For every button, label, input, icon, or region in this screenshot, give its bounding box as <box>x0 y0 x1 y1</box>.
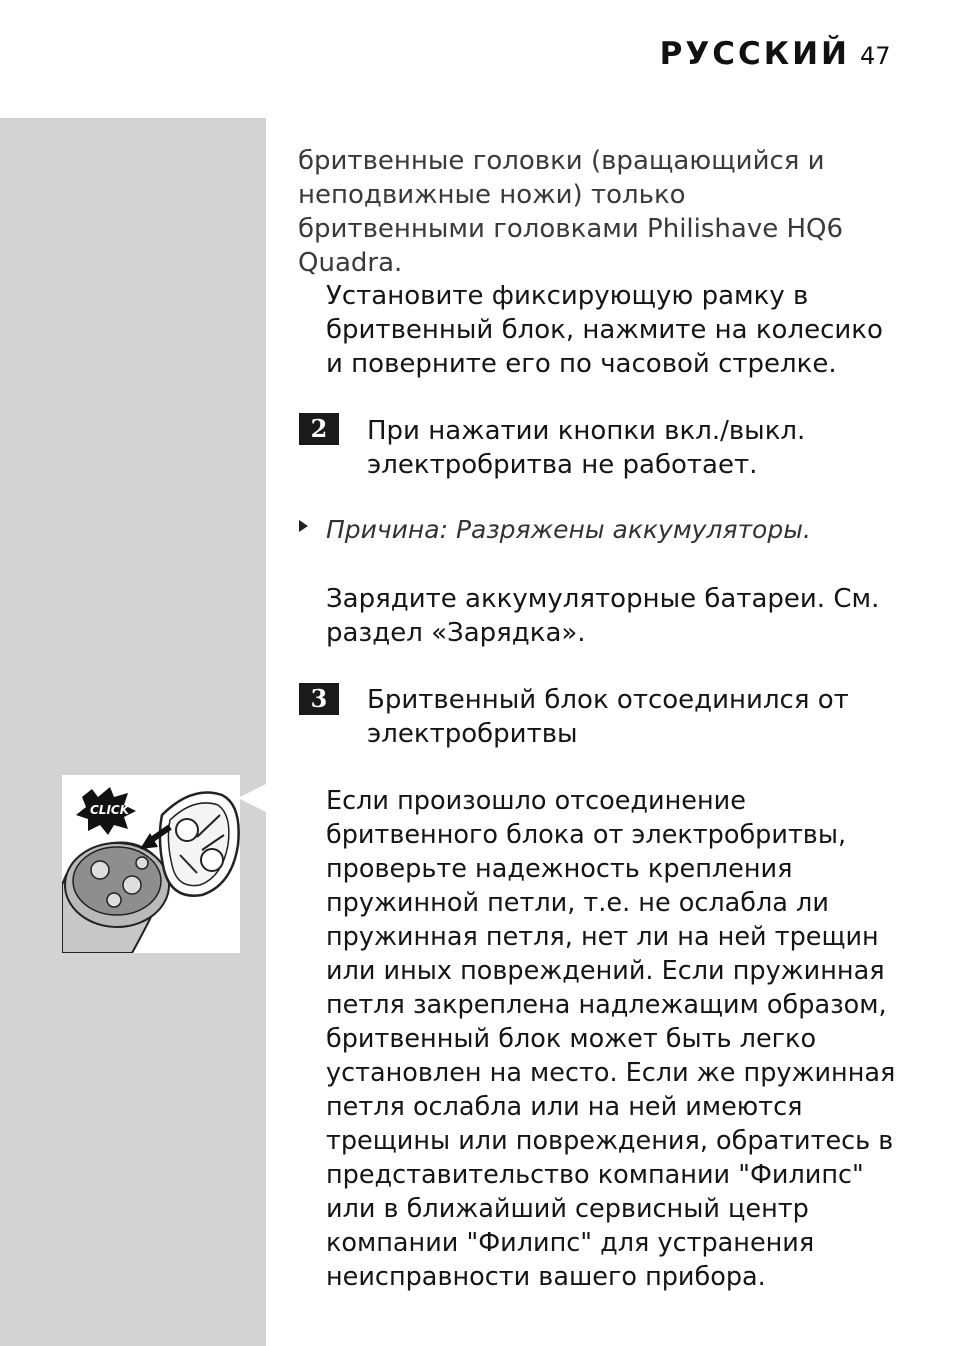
intro-paragraph: бритвенные головки (вращающийся и неподвижные ножи) только бритвенными головками Philishave HQ6 Quadra. <box>298 146 844 278</box>
problem-3-title: Бритвенный блок отсоединился от электробритвы <box>367 685 849 749</box>
shaving-unit-illustration <box>62 775 240 953</box>
cause-text: Причина: Разряжены аккумуляторы. <box>326 515 811 544</box>
page-number: 47 <box>860 42 891 70</box>
remedy-text: Зарядите аккумуляторные батареи. См. раздел «Зарядка». <box>326 584 880 648</box>
bullet-arrow-icon <box>299 520 308 532</box>
margin-sidebar <box>0 118 266 1346</box>
shaver-drawing-icon <box>62 775 240 953</box>
remedy-3-text: Если произошло отсоединение бритвенного блока от электробритвы, проверьте надежность крепления пружинной петли, т.е. не ослабла ли пружинная петля, нет ли на ней трещин или иных повреждений. Если пружинная петля закреплена надлежащим образом, бритвенный блок может быть легко установлен на место. Если же пружинная петля ослабла или на ней имеются трещины или повреждения, обратитесь в представительство компании "Филипс" или в ближайший сервисный центр компании "Филипс" для устранения неисправности вашего прибора. <box>326 786 896 1292</box>
install-instruction: Установите фиксирующую рамку в бритвенный блок, нажмите на колесико и поверните его по часовой стрелке. <box>326 281 883 379</box>
figure-pointer <box>238 784 266 812</box>
language-heading: РУССКИЙ <box>659 36 850 72</box>
problem-2-title: При нажатии кнопки вкл./выкл. электробритва не работает. <box>367 416 806 480</box>
problem-number-2: 2 <box>299 413 339 445</box>
click-label: CLICK <box>90 803 130 817</box>
problem-number-3: 3 <box>299 683 339 715</box>
